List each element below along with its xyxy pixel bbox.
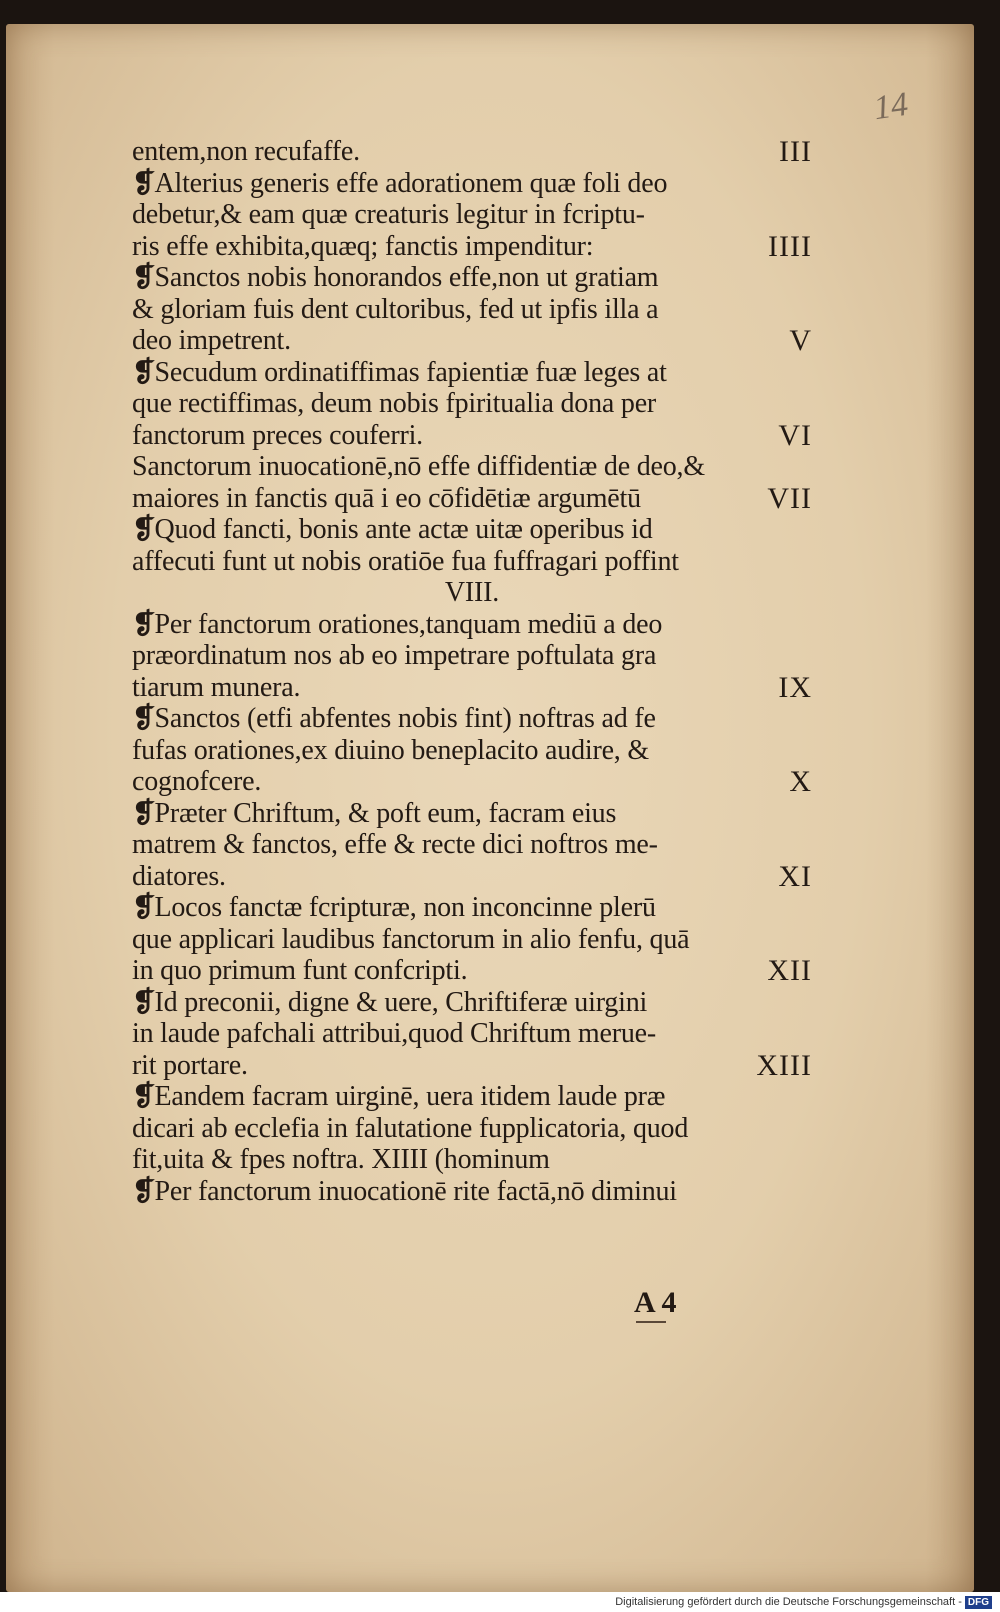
text-line (132, 231, 812, 263)
text-line (132, 136, 812, 168)
funding-credit: Digitalisierung gefördert durch die Deutsche Forschungsgemeinschaft - (615, 1596, 962, 1608)
text-line (132, 1144, 812, 1176)
paragraph-mark-icon: ❡ (132, 1175, 154, 1207)
text-line (132, 924, 812, 956)
text-line (132, 514, 812, 546)
text-line (132, 388, 812, 420)
line-content: que applicari laudibus fanctorum in alio fenfu, quā (132, 923, 690, 955)
text-line (132, 577, 812, 609)
text-line (132, 168, 812, 200)
text-line (132, 546, 812, 578)
line-text (132, 1176, 677, 1208)
line-content: Quod fancti, bonis ante actæ uitæ operibus id (154, 514, 653, 545)
line-content: fufas orationes,ex diuino beneplacito audire, & (132, 734, 649, 766)
text-line (132, 735, 812, 767)
line-text (132, 703, 656, 735)
line-text (132, 357, 667, 389)
paragraph-mark-icon: ❡ (132, 514, 154, 545)
line-text (132, 735, 649, 767)
line-text (132, 546, 679, 578)
line-content: Per fanctorum orationes,tanquam mediū a deo (154, 608, 663, 640)
paragraph-mark-icon: ❡ (132, 1081, 154, 1112)
line-content: Secudum ordinatiffimas fapientiæ fuæ leges at (154, 356, 667, 388)
section-number: IX (778, 670, 812, 704)
line-content: in quo primum funt confcripti. (132, 955, 468, 986)
line-content: Eandem facram uirginē, uera itidem laude præ (154, 1081, 666, 1112)
line-content: que rectiffimas, deum nobis fpiritualia dona per (132, 388, 657, 419)
text-line (132, 199, 812, 231)
line-text (132, 262, 658, 294)
paragraph-mark-icon: ❡ (132, 262, 154, 293)
dfg-logo: DFG (965, 1596, 992, 1609)
text-line (132, 955, 812, 987)
line-text (132, 924, 689, 956)
line-text (132, 514, 653, 546)
line-content: tiarum munera. (132, 671, 301, 703)
line-text (132, 892, 656, 924)
line-text (132, 672, 300, 704)
text-line (132, 325, 812, 357)
line-text (132, 798, 616, 830)
line-content: VIII. (444, 577, 500, 608)
line-text (132, 861, 226, 893)
text-line (132, 294, 812, 326)
signature-underline (636, 1321, 666, 1323)
section-number: XII (767, 954, 812, 987)
line-content: entem,non recufaffe. (132, 136, 360, 167)
line-content: Sanctorum inuocationē,nō effe diffidentiæ de deo,& (132, 451, 705, 482)
paragraph-mark-icon: ❡ (132, 892, 154, 923)
line-content: deo impetrent. (132, 325, 291, 356)
text-line (132, 262, 812, 294)
line-text (132, 577, 812, 609)
line-content: dicari ab ecclefia in falutatione fupplicatoria, quod (132, 1112, 689, 1144)
line-text (132, 1081, 665, 1113)
text-line (132, 1050, 812, 1082)
folio-number: 14 (871, 85, 911, 128)
text-line (132, 640, 812, 672)
line-content: rit portare. (132, 1049, 248, 1081)
text-line (132, 609, 812, 641)
line-text (132, 1113, 688, 1145)
line-content: Id preconii, digne & uere, Chriftiferæ uirgini (154, 986, 648, 1018)
text-line (132, 420, 812, 452)
line-content: fanctorum preces couferri. (132, 419, 423, 451)
text-block (132, 136, 812, 1207)
paragraph-mark-icon: ❡ (132, 608, 154, 640)
text-line (132, 451, 812, 483)
text-line (132, 987, 812, 1019)
line-content: affecuti funt ut nobis oratiōe fua fuffragari poffint (132, 545, 679, 577)
line-text (132, 420, 423, 452)
line-text (132, 136, 360, 168)
line-text (132, 294, 658, 326)
text-line (132, 483, 812, 515)
text-line (132, 798, 812, 830)
paragraph-mark-icon: ❡ (132, 356, 154, 388)
text-line (132, 672, 812, 704)
paragraph-mark-icon: ❡ (132, 986, 154, 1018)
section-number: XIII (756, 1048, 812, 1082)
text-line (132, 766, 812, 798)
section-number: VI (778, 418, 812, 452)
book-page (6, 24, 974, 1592)
section-number: IIII (768, 229, 812, 263)
section-number: XI (778, 859, 812, 893)
line-content: Sanctos nobis honorandos effe,non ut gratiam (154, 262, 659, 293)
line-text (132, 766, 261, 798)
text-line (132, 1113, 812, 1145)
section-number: X (789, 765, 812, 798)
line-content: & gloriam fuis dent cultoribus, fed ut ipfis illa a (132, 293, 659, 325)
line-content: Sanctos (etfi abfentes nobis fint) noftras ad fe (154, 703, 656, 734)
line-content: Per fanctorum inuocationē rite factā,nō diminui (154, 1175, 677, 1207)
text-line (132, 703, 812, 735)
section-number: V (789, 324, 812, 357)
section-number: III (779, 135, 812, 168)
text-line (132, 357, 812, 389)
line-text (132, 609, 662, 641)
text-line (132, 892, 812, 924)
signature-mark: A 4 (634, 1286, 677, 1319)
line-text (132, 1018, 656, 1050)
line-text (132, 168, 667, 200)
text-line (132, 829, 812, 861)
line-content: Alterius generis effe adorationem quæ foli deo (154, 167, 668, 199)
paragraph-mark-icon: ❡ (132, 167, 154, 199)
line-text (132, 955, 467, 987)
line-text (132, 987, 647, 1019)
line-content: ris effe exhibita,quæq; fanctis impenditur: (132, 230, 594, 262)
line-content: cognofcere. (132, 766, 262, 797)
line-content: maiores in fanctis quā i eo cōfidētiæ argumētū (132, 482, 641, 514)
line-content: diatores. (132, 860, 226, 892)
line-content: Locos fanctæ fcripturæ, non inconcinne plerū (154, 892, 656, 923)
text-line (132, 1081, 812, 1113)
line-text (132, 1050, 248, 1082)
line-text (132, 231, 593, 263)
footer-bar (0, 1592, 1000, 1612)
line-content: fit,uita & fpes noftra. XIIII (hominum (132, 1144, 550, 1175)
line-content: matrem & fanctos, effe & recte dici noftros me- (132, 829, 658, 860)
paragraph-mark-icon: ❡ (132, 797, 154, 829)
line-text (132, 1144, 550, 1176)
section-number: VII (767, 481, 812, 515)
line-content: Præter Chriftum, & poft eum, facram eius (154, 797, 617, 829)
line-text (132, 199, 645, 231)
line-text (132, 640, 656, 672)
line-content: debetur,& eam quæ creaturis legitur in fcriptu- (132, 199, 645, 230)
line-content: præordinatum nos ab eo impetrare poftulata gra (132, 640, 657, 671)
line-text (132, 483, 641, 515)
paragraph-mark-icon: ❡ (132, 703, 154, 734)
text-line (132, 1018, 812, 1050)
line-text (132, 388, 656, 420)
text-line (132, 861, 812, 893)
line-text (132, 325, 291, 357)
line-text (132, 451, 705, 483)
line-text (132, 829, 658, 861)
line-content: in laude pafchali attribui,quod Chriftum merue- (132, 1018, 656, 1049)
text-line (132, 1176, 812, 1208)
